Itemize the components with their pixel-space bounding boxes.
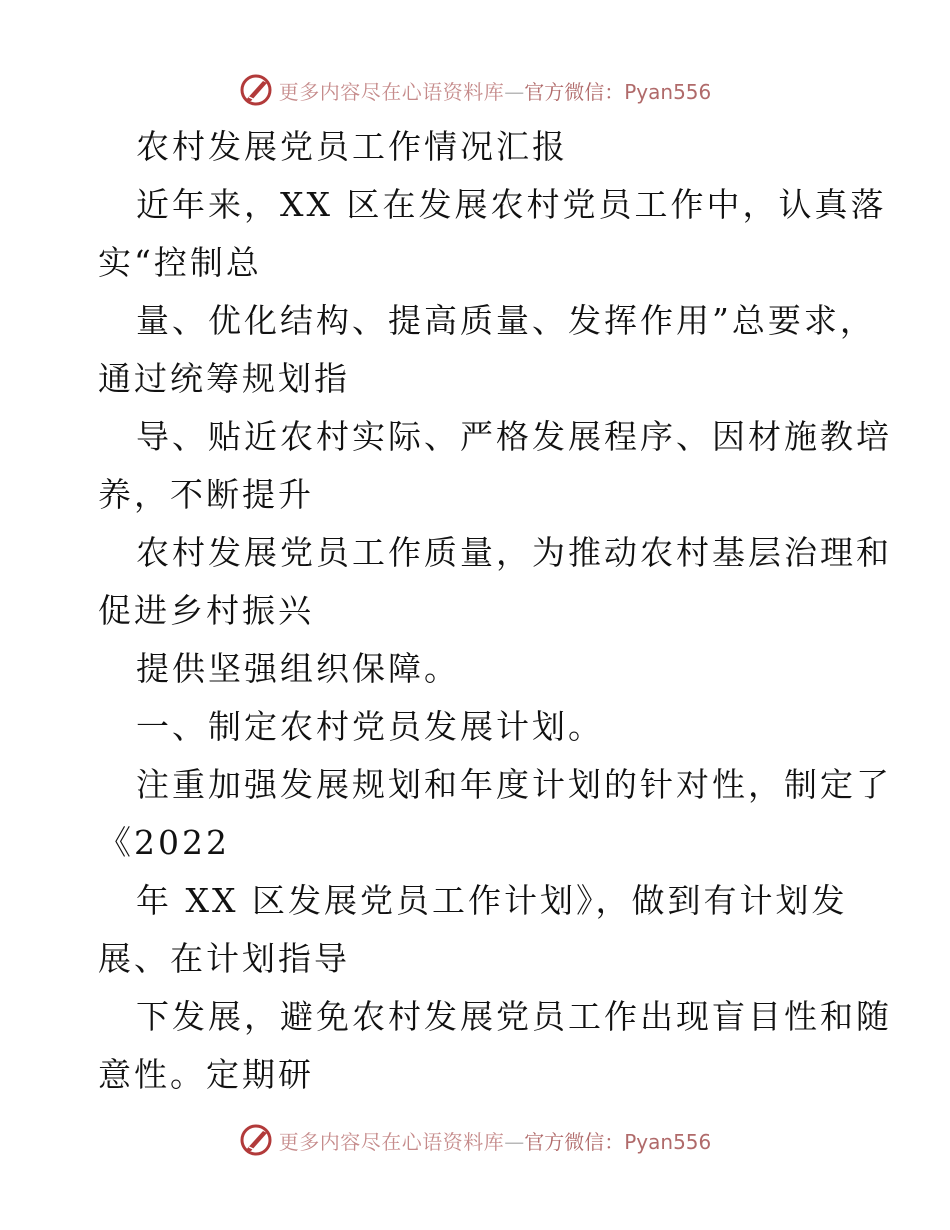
paragraph-line: 量、优化结构、提高质量、发挥作用”总要求，	[136, 301, 876, 340]
paragraph-line: 注重加强发展规划和年度计划的针对性，制定了	[136, 765, 892, 804]
footer-watermark	[0, 1120, 950, 1160]
paragraph-line: 农村发展党员工作质量，为推动农村基层治理和	[136, 533, 892, 572]
paragraph-line: 《2022	[98, 823, 230, 862]
paragraph-line: 近年来，XX 区在发展农村党员工作中，认真落	[136, 185, 887, 224]
paragraph-line: 实“控制总	[98, 243, 262, 282]
paragraph-line: 通过统筹规划指	[98, 359, 350, 398]
watermark-wechat-id: Pyan556	[624, 1129, 712, 1154]
section-heading: 一、制定农村党员发展计划。	[136, 707, 604, 746]
paragraph-line: 展、在计划指导	[98, 939, 350, 978]
quill-pen-logo-icon	[239, 1123, 273, 1157]
document-body	[98, 118, 892, 1104]
watermark-brand: 更多内容尽在心语资料库	[278, 1129, 505, 1154]
watermark-wechat-label: 官方微信：	[524, 79, 625, 104]
watermark-dash: —	[504, 79, 525, 104]
paragraph-line: 导、贴近农村实际、严格发展程序、因材施教培	[136, 417, 892, 456]
watermark-wechat-id: Pyan556	[624, 79, 712, 104]
paragraph-line: 提供坚强组织保障。	[136, 649, 460, 688]
paragraph-line: 年 XX 区发展党员工作计划》，做到有计划发	[136, 881, 848, 920]
quill-pen-logo-icon	[239, 73, 273, 107]
paragraph-line: 下发展，避免农村发展党员工作出现盲目性和随	[136, 997, 892, 1036]
watermark-text	[279, 76, 712, 105]
paragraph-line: 养，不断提升	[98, 475, 314, 514]
header-watermark	[0, 70, 950, 110]
paragraph-line: 意性。定期研	[98, 1055, 314, 1094]
watermark-text	[279, 1126, 712, 1155]
watermark-dash: —	[504, 1129, 525, 1154]
watermark-brand: 更多内容尽在心语资料库	[278, 79, 505, 104]
paragraph-line: 促进乡村振兴	[98, 591, 314, 630]
watermark-wechat-label: 官方微信：	[524, 1129, 625, 1154]
document-title: 农村发展党员工作情况汇报	[136, 127, 568, 166]
